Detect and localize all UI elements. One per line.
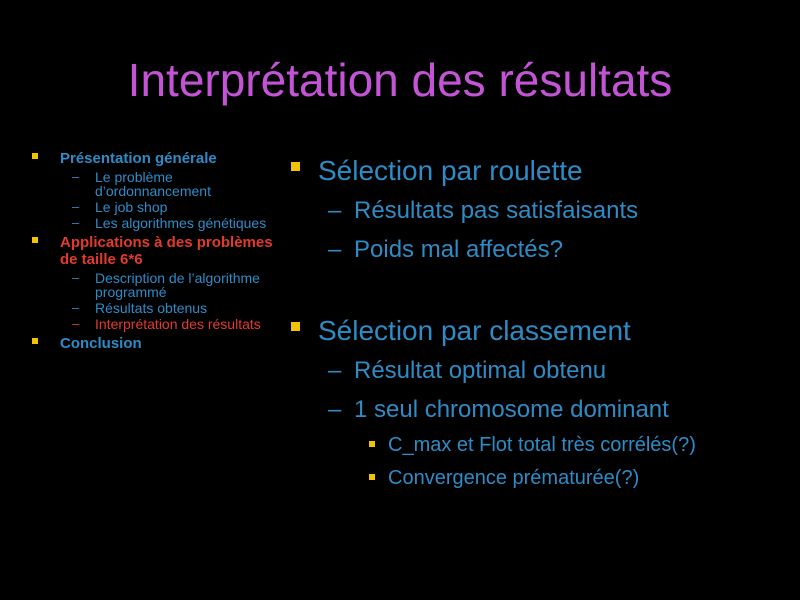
level1-point: [290, 312, 790, 352]
dash-bullet-icon: –: [72, 270, 80, 285]
outline-subsection: [60, 301, 278, 315]
dash-bullet-icon: –: [72, 215, 80, 230]
level3-point: [290, 430, 790, 463]
outline-subsection-label: Les algorithmes génétiques: [95, 215, 267, 231]
level3-label: Convergence prématurée(?): [388, 467, 640, 489]
level3-label: C_max et Flot total très corrélés(?): [388, 434, 696, 456]
outline-section-label: Applications à des problèmes de taille 6*6: [60, 234, 273, 268]
outline-subsection-list: [60, 170, 278, 230]
dash-bullet-icon: –: [72, 199, 80, 214]
outline-sidebar: [28, 150, 278, 354]
spacer: [290, 270, 790, 312]
square-bullet-icon: [32, 338, 38, 344]
outline-subsection-list: [60, 271, 278, 331]
square-bullet-icon: [369, 474, 375, 480]
level2-label: Poids mal affectés?: [354, 236, 564, 263]
dash-bullet-icon: –: [72, 169, 80, 184]
level2-label: Résultats pas satisfaisants: [354, 197, 639, 224]
level2-label: Résultat optimal obtenu: [354, 357, 607, 384]
level2-point: [290, 352, 790, 391]
content-block: [290, 312, 790, 496]
level3-point: [290, 463, 790, 496]
outline-section-label: Présentation générale: [60, 150, 217, 167]
dash-bullet-icon: –: [72, 300, 80, 315]
level2-point: [290, 391, 790, 430]
dash-bullet-icon: –: [328, 197, 342, 224]
level1-label: Sélection par classement: [318, 315, 631, 346]
outline-subsection-current: [60, 317, 278, 331]
outline-subsection-label: Résultats obtenus: [95, 300, 208, 316]
level2-label: 1 seul chromosome dominant: [354, 396, 669, 423]
level1-point: [290, 152, 790, 192]
outline-subsection-label: Interprétation des résultats: [95, 316, 261, 332]
outline-subsection: [60, 200, 278, 214]
square-bullet-icon: [32, 237, 38, 243]
square-bullet-icon: [291, 162, 300, 171]
outline-subsection: [60, 216, 278, 230]
outline-subsection-label: Le job shop: [95, 199, 168, 215]
square-bullet-icon: [32, 153, 38, 159]
outline-subsection: [60, 271, 278, 299]
slide-title: Interprétation des résultats: [127, 54, 673, 106]
level2-point: [290, 231, 790, 270]
outline-section: [28, 335, 278, 352]
dash-bullet-icon: –: [72, 316, 80, 331]
square-bullet-icon: [369, 441, 375, 447]
outline-subsection: [60, 170, 278, 198]
outline-subsection-label: Le problème d’ordonnancement: [95, 169, 211, 199]
square-bullet-icon: [291, 322, 300, 331]
outline-section-active: [28, 234, 278, 331]
outline-section: [28, 150, 278, 230]
outline-section-label: Conclusion: [60, 335, 142, 352]
level1-label: Sélection par roulette: [318, 155, 583, 186]
level2-point: [290, 192, 790, 231]
slide-content: [290, 152, 790, 496]
content-block: [290, 152, 790, 270]
outline-subsection-label: Description de l’algorithme programmé: [95, 270, 260, 300]
dash-bullet-icon: –: [328, 396, 342, 423]
dash-bullet-icon: –: [328, 236, 342, 263]
dash-bullet-icon: –: [328, 357, 342, 384]
